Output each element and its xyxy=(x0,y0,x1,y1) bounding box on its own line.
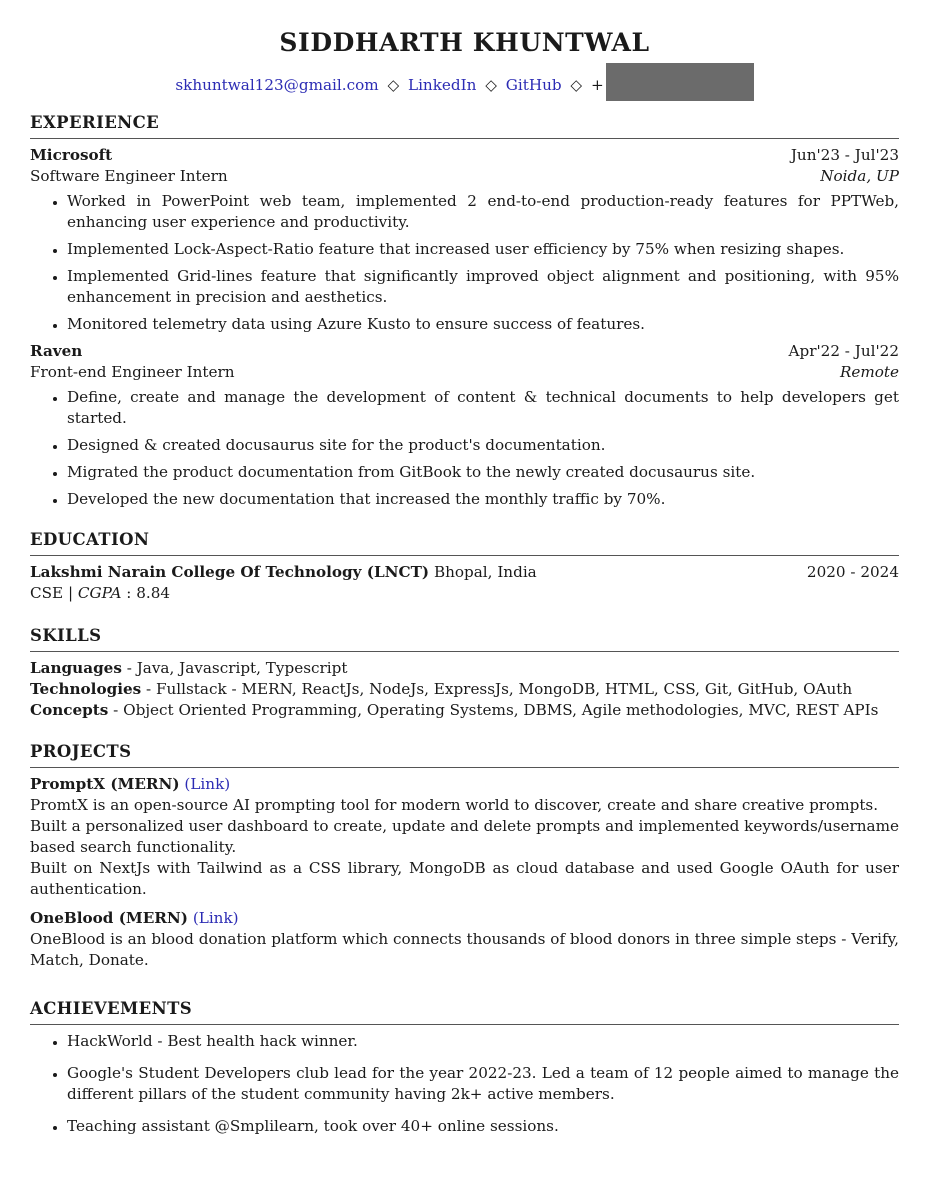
job-bullets xyxy=(30,387,899,510)
project-entry xyxy=(30,908,899,971)
job-role: Software Engineer Intern xyxy=(30,167,228,185)
job-dates: Jun'23 - Jul'23 xyxy=(790,146,899,164)
contact-line xyxy=(0,67,929,105)
job-bullets xyxy=(30,191,899,335)
skill-text: - Object Oriented Programming, Operating Systems, DBMS, Agile methodologies, MVC, REST APIs xyxy=(108,701,879,719)
list-item: • Migrated the product documentation from GitBook to the newly created docusaurus site. xyxy=(67,462,899,483)
job-location: Remote xyxy=(839,363,899,381)
project-paragraph: Built a personalized user dashboard to create, update and delete prompts and implemented keywords/username based search functionality. xyxy=(30,817,899,856)
section-title-achievements: ACHIEVEMENTS xyxy=(30,998,899,1025)
education-years: 2020 - 2024 xyxy=(806,563,899,581)
project-name: OneBlood (MERN) xyxy=(30,909,188,927)
skill-row xyxy=(30,679,899,700)
job-entry-microsoft xyxy=(30,145,899,335)
skill-label: Technologies xyxy=(30,680,142,698)
project-link[interactable]: (Link) xyxy=(184,775,231,793)
job-company: Microsoft xyxy=(30,146,113,164)
list-item: • Designed & created docusaurus site for the product's documentation. xyxy=(67,435,899,456)
section-title-projects: PROJECTS xyxy=(30,741,899,768)
redacted-phone xyxy=(606,63,754,101)
skills-section xyxy=(30,625,899,721)
skill-row xyxy=(30,658,899,679)
skill-row xyxy=(30,700,899,721)
cgpa-value: : 8.84 xyxy=(126,584,171,602)
project-paragraph: OneBlood is an blood donation platform which connects thousands of blood donors in three simple steps - Verify, Match, Donate. xyxy=(30,930,899,969)
cgpa-label: CGPA xyxy=(77,584,122,602)
skill-text: - Fullstack - MERN, ReactJs, NodeJs, ExpressJs, MongoDB, HTML, CSS, Git, GitHub, OAuth xyxy=(141,680,853,698)
job-dates: Apr'22 - Jul'22 xyxy=(788,342,899,360)
list-item: • Google's Student Developers club lead for the year 2022-23. Led a team of 12 people aimed to manage the different pillars of the student community having 2k+ active members. xyxy=(67,1063,899,1105)
section-title-education: EDUCATION xyxy=(30,529,899,556)
section-title-skills: SKILLS xyxy=(30,625,899,652)
school-name: Lakshmi Narain College Of Technology (LNCT) xyxy=(30,563,430,581)
education-branch: CSE | xyxy=(30,584,74,602)
candidate-name: SIDDHARTH KHUNTWAL xyxy=(279,28,650,57)
separator-diamond-icon: ◇ xyxy=(387,76,400,94)
achievements-list xyxy=(30,1031,899,1137)
project-paragraph: PromtX is an open-source AI prompting tool for modern world to discover, create and share creative prompts. xyxy=(30,796,879,814)
list-item: • Implemented Grid-lines feature that significantly improved object alignment and positioning, with 95% enhancement in precision and aesthetics. xyxy=(67,266,899,308)
project-entry xyxy=(30,774,899,900)
job-company: Raven xyxy=(30,342,83,360)
list-item: • Define, create and manage the development of content & technical documents to help developers get started. xyxy=(67,387,899,429)
project-name: PromptX (MERN) xyxy=(30,775,180,793)
phone-prefix: + xyxy=(590,76,604,94)
experience-section xyxy=(30,112,899,516)
list-item: • HackWorld - Best health hack winner. xyxy=(67,1031,899,1052)
skill-label: Concepts xyxy=(30,701,109,719)
education-section xyxy=(30,529,899,604)
job-location: Noida, UP xyxy=(820,167,899,185)
project-paragraph: Built on NextJs with Tailwind as a CSS library, MongoDB as cloud database and used Google OAuth for user authentication. xyxy=(30,859,899,898)
section-title-experience: EXPERIENCE xyxy=(30,112,899,139)
email-link[interactable]: skhuntwal123@gmail.com xyxy=(175,76,379,94)
list-item: • Implemented Lock-Aspect-Ratio feature that increased user efficiency by 75% when resizing shapes. xyxy=(67,239,899,260)
job-role: Front-end Engineer Intern xyxy=(30,363,235,381)
list-item: • Teaching assistant @Smplilearn, took over 40+ online sessions. xyxy=(67,1116,899,1137)
separator-diamond-icon: ◇ xyxy=(485,76,497,94)
list-item: • Worked in PowerPoint web team, implemented 2 end-to-end production-ready features for PPTWeb, enhancing user experience and productivity. xyxy=(67,191,899,233)
skill-text: - Java, Javascript, Typescript xyxy=(121,659,348,677)
skill-label: Languages xyxy=(30,659,122,677)
github-link[interactable]: GitHub xyxy=(505,76,562,94)
list-item: • Monitored telemetry data using Azure Kusto to ensure success of features. xyxy=(67,314,899,335)
school-place: Bhopal, India xyxy=(433,563,537,581)
project-link[interactable]: (Link) xyxy=(192,909,239,927)
separator-diamond-icon: ◇ xyxy=(570,76,583,94)
list-item: • Developed the new documentation that increased the monthly traffic by 70%. xyxy=(67,489,899,510)
linkedin-link[interactable]: LinkedIn xyxy=(407,76,477,94)
achievements-section xyxy=(30,998,899,1143)
projects-section xyxy=(30,741,899,971)
job-entry-raven xyxy=(30,341,899,510)
